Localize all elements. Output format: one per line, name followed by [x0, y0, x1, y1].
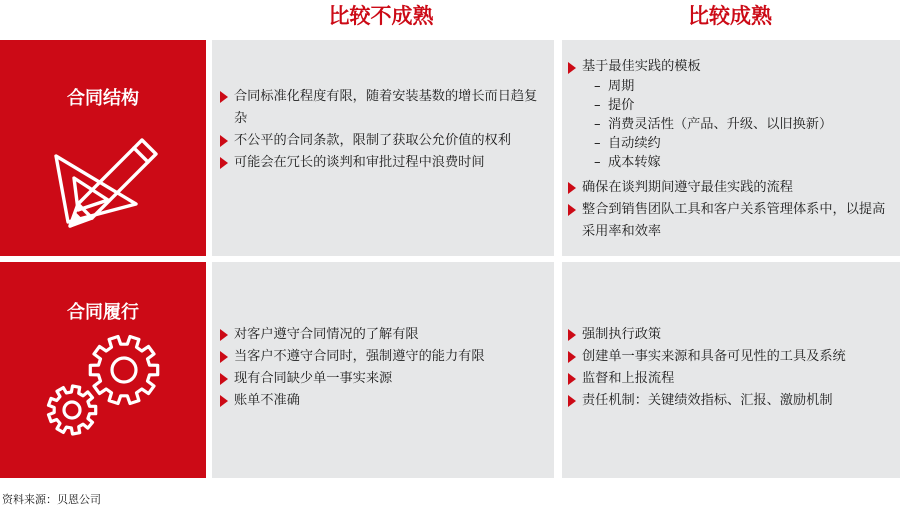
- cell-structure-more-mature: [562, 40, 900, 256]
- source-note: 资料来源：贝恩公司: [2, 493, 101, 506]
- gear-outline: [49, 386, 96, 434]
- column-header-more-mature: 比较成熟: [688, 4, 772, 28]
- list-item: 可能会在冗长的谈判和审批过程中浪费时间: [216, 152, 542, 174]
- list-item: 当客户不遵守合同时，强制遵守的能力有限: [216, 346, 542, 368]
- gears-icon: [36, 332, 172, 444]
- row-label-contract-fulfillment: [0, 262, 206, 478]
- list-item: 合同标准化程度有限，随着安装基数的增长而日趋复杂: [216, 86, 542, 130]
- sub-list-item: – 自动续约: [564, 134, 892, 153]
- list-item: 现有合同缺少单一事实来源: [216, 368, 542, 390]
- list-item: 对客户遵守合同情况的了解有限: [216, 324, 542, 346]
- list-item: 账单不准确: [216, 390, 542, 412]
- gear-big: [90, 337, 157, 404]
- gear-hole: [112, 358, 136, 382]
- row-label-contract-structure: [0, 40, 206, 256]
- gear-hole: [64, 402, 80, 418]
- list-item: 不公平的合同条款，限制了获取公允价值的权利: [216, 130, 542, 152]
- list-item: 确保在谈判期间遵守最佳实践的流程: [564, 177, 892, 199]
- cell-fulfillment-less-mature: [212, 262, 554, 478]
- sub-list-item: – 成本转嫁: [564, 153, 892, 172]
- sub-list-item: – 周期: [564, 77, 892, 96]
- list-item: 监督和上报流程: [564, 368, 892, 390]
- list-item: 创建单一事实来源和具备可见性的工具及系统: [564, 346, 892, 368]
- sub-list-item: – 提价: [564, 96, 892, 115]
- cell-fulfillment-more-mature: [562, 262, 900, 478]
- list-item: 基于最佳实践的模板: [564, 57, 892, 76]
- cell-structure-less-mature: [212, 40, 554, 256]
- row-title: 合同结构: [67, 88, 139, 109]
- ruler-pencil-icon: [48, 126, 160, 238]
- column-header-less-mature: 比较不成熟: [328, 4, 434, 28]
- gear-small: [49, 386, 96, 434]
- list-item: 整合到销售团队工具和客户关系管理体系中，以提高采用率和效率: [564, 199, 892, 243]
- sub-list-item: – 消费灵活性（产品、升级、以旧换新）: [564, 115, 892, 134]
- row-title: 合同履行: [67, 302, 139, 323]
- list-item: 强制执行政策: [564, 324, 892, 346]
- list-item: 责任机制：关键绩效指标、汇报、激励机制: [564, 390, 892, 412]
- gear-outline: [90, 337, 157, 404]
